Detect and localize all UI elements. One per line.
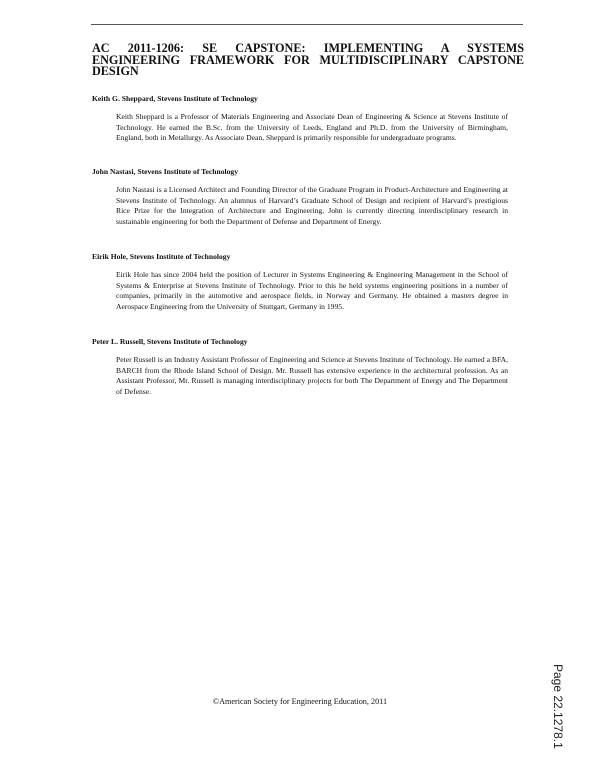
author-heading-nastasi: John Nastasi, Stevens Institute of Technology <box>92 167 238 176</box>
author-bio-russell: Peter Russell is an Industry Assistant Professor of Engineering and Science at Stevens Institute of Technology. He earned a BFA, BARCH from the Rhode Island School of Design. Mr. Russell has extensive experience in the architectural profession. As an Assistant Professor, Mr. Russell is managing interdisciplinary projects for both The Department of Energy and The Department of Defense. <box>116 355 508 396</box>
paper-title: AC 2011-1206: SE CAPSTONE: IMPLEMENTING A SYSTEMS ENGINEERING FRAMEWORK FOR MULTIDISCIPLINARY CAPSTONE DESIGN <box>92 41 524 78</box>
author-bio-hole: Eirik Hole has since 2004 held the position of Lecturer in Systems Engineering & Engineering Management in the School of Systems & Enterprise at Stevens Institute of Technology. Prior to this he held systems engineering positions in a number of companies, primarily in the automotive and aerospace fields, in Norway and Germany. He obtained a masters degree in Aerospace Engineering from the University of Stuttgart, Germany in 1995. <box>116 270 508 311</box>
author-heading-hole: Eirik Hole, Stevens Institute of Technology <box>92 252 231 261</box>
author-bio-nastasi: John Nastasi is a Licensed Architect and Founding Director of the Graduate Program in Product-Architecture and Engineering at Stevens Institute of Technology. An alumnus of Harvard’s Graduate School of Design and recipient of Harvard’s prestigious Rice Prize for the Integration of Architecture and Engineering, John is currently directing interdisciplinary research in sustainable engineering for both the Department of Defense and Department of Energy. <box>116 185 508 226</box>
page-number-stamp: Page 22.1278.1 <box>551 664 565 749</box>
top-rule <box>91 24 523 25</box>
author-heading-sheppard: Keith G. Sheppard, Stevens Institute of Technology <box>92 94 258 103</box>
copyright-footer: ©American Society for Engineering Education, 2011 <box>212 697 388 706</box>
author-bio-sheppard: Keith Sheppard is a Professor of Materials Engineering and Associate Dean of Engineering & Science at Stevens Institute of Technology. He earned the B.Sc. from the University of Leeds, England and Ph.D. from the University of Birmingham, England, both in Metallurgy. As Associate Dean, Sheppard is primarily responsible for undergraduate programs. <box>116 112 508 143</box>
author-heading-russell: Peter L. Russell, Stevens Institute of Technology <box>92 337 248 346</box>
